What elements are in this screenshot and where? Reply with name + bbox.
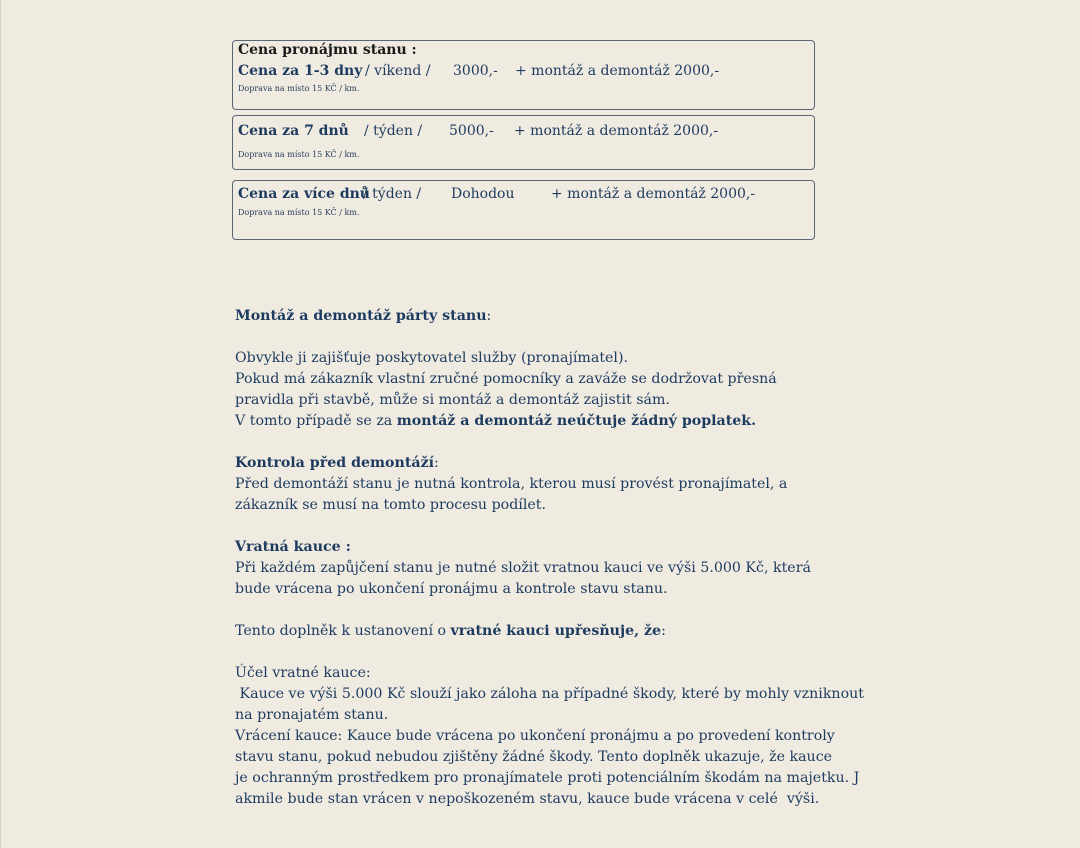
price-title: Cena za více dnů <box>238 186 370 202</box>
purpose-line: Kauce ve výši 5.000 Kč slouží jako záloha na případné škody, které by mohly vzniknout <box>235 686 864 702</box>
inspection-heading-line: Kontrola před demontáží: <box>235 455 439 471</box>
amendment-line: Tento doplněk k ustanovení o vratné kauci upřesňuje, že: <box>235 623 666 639</box>
assembly-line: Pokud má zákazník vlastní zručné pomocníky a zaváže se dodržovat přesná <box>235 371 777 387</box>
deposit-line: bude vrácena po ukončení pronájmu a kontrole stavu stanu. <box>235 581 668 597</box>
price-period: / víkend / <box>365 63 431 79</box>
price-period: / týden / <box>364 123 423 139</box>
inspection-line: Před demontáží stanu je nutná kontrola, kterou musí provést pronajímatel, a <box>235 476 788 492</box>
purpose-line: je ochranným prostředkem pro pronajímatele proti potenciálním škodám na majetku. J <box>235 770 860 786</box>
no-fee-note: montáž a demontáž neúčtuje žádný poplatek. <box>396 413 757 429</box>
purpose-line: stavu stanu, pokud nebudou zjištěny žádné škody. Tento doplněk ukazuje, že kauce <box>235 749 833 765</box>
assembly-line: V tomto případě se za montáž a demontáž neúčtuje žádný poplatek. <box>235 413 757 429</box>
price-extra: + montáž a demontáž 2000,- <box>515 63 720 79</box>
transport-note: Doprava na místo 15 KČ / km. <box>238 84 360 93</box>
price-box-weekend <box>232 40 815 110</box>
price-title: Cena za 7 dnů <box>238 123 349 139</box>
deposit-heading-line <box>235 537 845 558</box>
purpose-line: akmile bude stan vrácen v nepoškozeném stavu, kauce bude vrácena v celé výši. <box>235 791 820 807</box>
price-heading: Cena pronájmu stanu : <box>238 42 417 58</box>
transport-note: Doprava na místo 15 KČ / km. <box>238 150 360 159</box>
price-value: 5000,- <box>449 123 494 139</box>
price-title: Cena za 1-3 dny <box>238 63 363 79</box>
assembly-line: pravidla při stavbě, může si montáž a demontáž zajistit sám. <box>235 392 670 408</box>
page-edge <box>0 0 1 848</box>
assembly-heading-line: Montáž a demontáž párty stanu: <box>235 308 492 324</box>
deposit-line: Při každém zapůjčení stanu je nutné složit vratnou kauci ve výši 5.000 Kč, která <box>235 560 811 576</box>
terms-content <box>235 306 864 810</box>
price-extra: + montáž a demontáž 2000,- <box>551 186 756 202</box>
price-value: Dohodou <box>451 186 515 202</box>
assembly-line: Obvykle ji zajišťuje poskytovatel služby (pronajímatel). <box>235 350 629 366</box>
inspection-line: zákazník se musí na tomto procesu podílet. <box>235 497 546 513</box>
inspection-heading: Kontrola před demontáží <box>235 455 435 471</box>
purpose-line: na pronajatém stanu. <box>235 707 389 723</box>
assembly-heading: Montáž a demontáž párty stanu <box>235 308 487 324</box>
purpose-line: Vrácení kauce: Kauce bude vrácena po ukončení pronájmu a po provedení kontroly <box>235 728 835 744</box>
price-box-week <box>232 115 815 170</box>
transport-note: Doprava na místo 15 KČ / km. <box>238 208 360 217</box>
price-period: / týden / <box>363 186 422 202</box>
price-value: 3000,- <box>453 63 498 79</box>
price-box-more-days <box>232 180 815 240</box>
deposit-heading: Vratná kauce : <box>235 539 351 555</box>
amendment-bold: vratné kauci upřesňuje, že <box>450 623 662 639</box>
purpose-line: Účel vratné kauce: <box>235 665 371 681</box>
price-extra: + montáž a demontáž 2000,- <box>514 123 719 139</box>
